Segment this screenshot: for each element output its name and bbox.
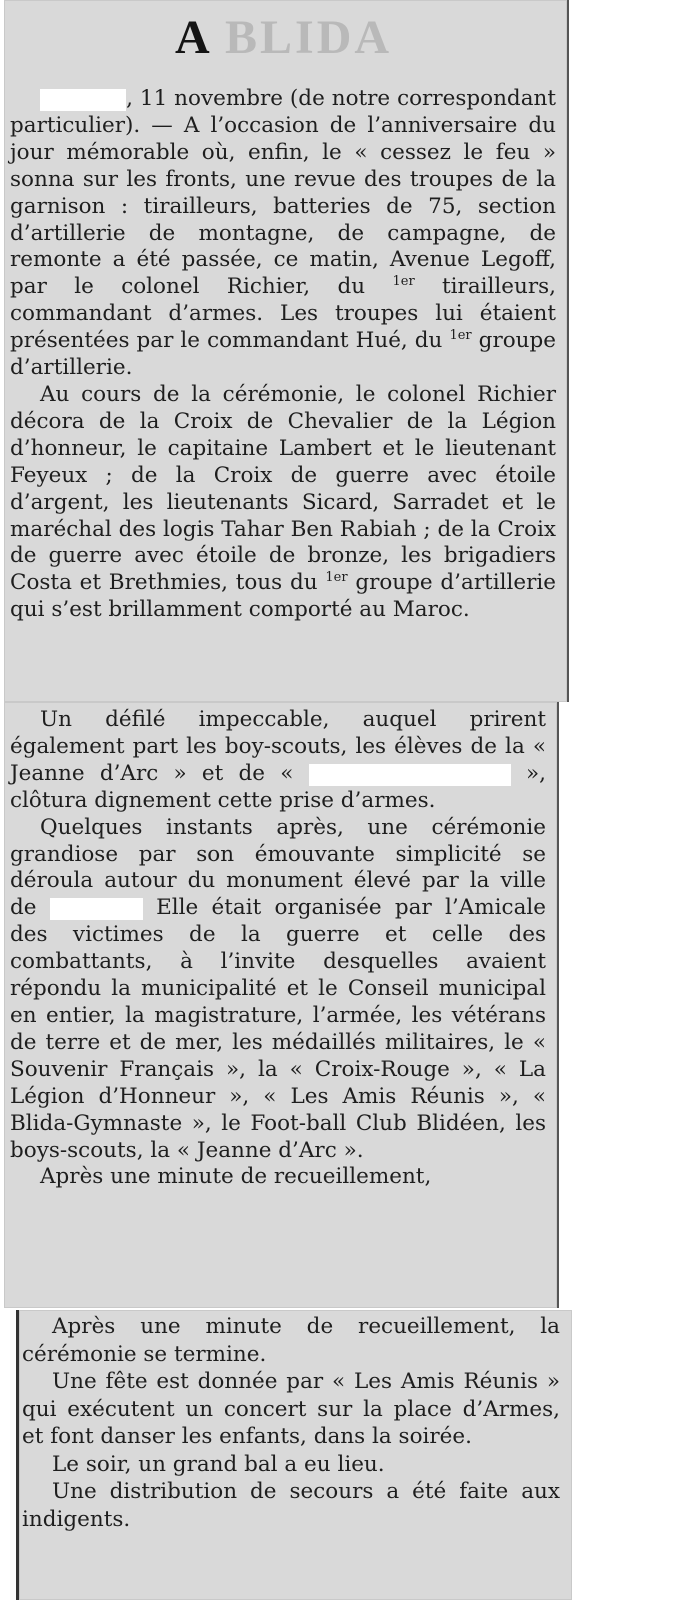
paragraph-defile: Un défilé impeccable, auquel prirent également part les boy-scouts, les élèves de la « Jeanne d’Arc » et de « », clôtura dignement cette prise d’armes. — [10, 707, 547, 813]
headline-part-2: BLIDA — [224, 11, 393, 64]
paragraph-ceremony-end: Après une minute de recueillement, la cérémonie se termine. — [22, 1314, 560, 1367]
redacted-place — [40, 89, 126, 111]
paragraph-ceremony: Quelques instants après, une cérémonie grandiose par son émouvante simplicité se déroula autour du monument élevé par la ville de Elle était organisée par l’Amicale des victimes de la guerre et celle des combattants, à l’invite desquelles avaient répondu la municipalité et le Conseil municipal en entier, la magistrature, l’armée, les vétérans de terre et de mer, les médaillés militaires, le « Souvenir Français », la « Croix-Rouge », « La Légion d’Honneur », « Les Amis Réunis », « Blida-Gymnaste », le Foot-ball Club Blidéen, les boys-scouts, la « Jeanne d’Arc ». — [10, 814, 546, 1163]
paragraph-dateline: , 11 novembre (de notre correspondant particulier). — A l’occasion de l’anniversaire du jour mémorable où, enfin, le « cessez le feu » sonna sur les fronts, une revue des troupes de la garnison : tirailleurs, batteries de 75, section d’artillerie de montagne, de campagne, de remonte a été passée, ce matin, Avenue Legoff, par le colonel Richier, du $^{1er}$ tirailleurs, commandant d’armes. Les troupes lui étaient présentées par le commandant Hué, du $^{1er}$ groupe d’artillerie. — [10, 86, 556, 381]
article-headline — [0, 8, 567, 68]
paragraph-recueillement: Après une minute de recueillement, — [40, 1164, 432, 1190]
paragraph-bal: Le soir, un grand bal a eu lieu. — [52, 1451, 385, 1477]
redacted-name — [309, 764, 511, 786]
column-3 — [22, 1313, 560, 1533]
paragraph-decorations: Au cours de la cérémonie, le colonel Richier décora de la Croix de Chevalier de la Légion d’honneur, le capitaine Lambert et le lieutenant Feyeux ; de la Croix de guerre avec étoile d’argent, les lieutenants Sicard, Sarradet et le maréchal des logis Tahar Ben Rabiah ; de la Croix de guerre avec étoile de bronze, les brigadiers Costa et Brethmies, tous du $^{1er}$ groupe d’artillerie qui s’est brillamment comporté au Maroc. — [10, 381, 557, 623]
column-2 — [10, 707, 546, 1191]
paragraph-fete: Une fête est donnée par « Les Amis Réunis » qui exécutent un concert sur la place d’Armes, et font danser les enfants, dans la soirée. — [22, 1369, 560, 1449]
headline-part-1: A — [174, 11, 210, 64]
paragraph-secours: Une distribution de secours a été faite aux indigents. — [22, 1479, 560, 1532]
column-1 — [10, 86, 556, 624]
redacted-town — [50, 898, 143, 920]
